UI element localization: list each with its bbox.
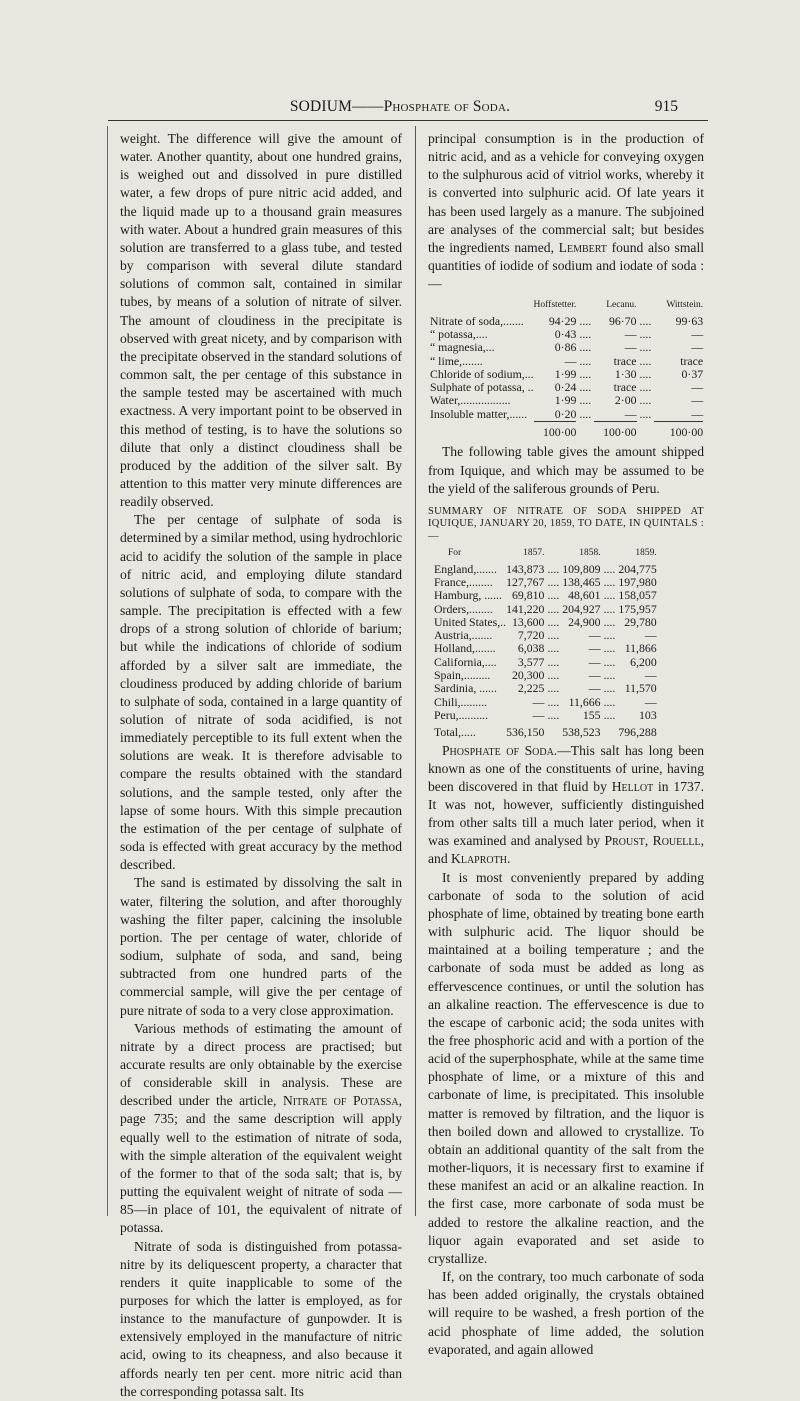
analysis-dots: ....: [579, 327, 592, 341]
shipping-dots: ....: [547, 574, 560, 589]
shipping-value-c: 158,057: [618, 588, 657, 603]
shipping-value-c: 197,980: [618, 574, 657, 589]
analysis-value-c: 0·37: [681, 366, 704, 381]
shipping-value-b: —: [588, 668, 601, 683]
analysis-value-c: trace: [680, 353, 704, 368]
right-paragraph-3-b: in 1737. It was not, however, sufficiently distinguished from other salts till a much later period, when it was examined and analysed by: [428, 778, 704, 849]
shipping-value-a: 143,873: [506, 561, 545, 576]
shipping-value-c: 6,200: [630, 654, 657, 669]
shipping-label: Spain,.........: [434, 668, 491, 683]
right-paragraph-1-text: principal consumption is in the production of nitric acid, and as a vehicle for conveying oxygen to the sulphurous acid of vitriol works, whereby it is converted into sulphuric acid. Of late years it has been used largely as a manure. The subjoined are analyses of the commercial salt; but besides the ingredients named,: [428, 131, 704, 255]
shipping-dots: ....: [603, 681, 616, 696]
shipping-dots: ....: [547, 628, 560, 643]
proust-rouelll-names: Proust, Rouelll,: [604, 833, 704, 849]
analysis-value-a: —: [564, 353, 577, 368]
page-number: 915: [654, 98, 678, 115]
shipping-row: [434, 563, 657, 576]
analysis-row: [430, 328, 703, 341]
analysis-value-b: 2·00: [614, 393, 637, 408]
running-title: [0, 98, 800, 116]
shipping-label: Austria,.......: [434, 628, 493, 643]
left-paragraph-3: The sand is estimated by dissolving the salt in water, filtering the solution, and after thoroughly washing the filter paper, calcining the insoluble portion. The per centage of water, chloride of sodium, sulphate of soda, and sand, being subtracted from one hundred parts of the commercial sample, will give the per centage of pure nitrate of soda to a very close approximation.: [120, 875, 402, 1018]
shipping-dots: ....: [603, 614, 616, 629]
analysis-label: Sulphate of potassa, ..: [430, 380, 534, 395]
shipping-total-a: 536,150: [506, 725, 545, 740]
shipping-value-b: —: [588, 654, 601, 669]
analysis-total-a: 100·00: [534, 422, 577, 440]
right-paragraph-3-a: —This salt has long been known as one of the constituents of urine, having been discovered in that fluid by: [428, 742, 704, 794]
hellot-name: Hellot: [611, 778, 654, 794]
analysis-value-a: 0·43: [554, 327, 577, 341]
shipping-header-1857: 1857.: [523, 548, 545, 559]
shipping-value-a: 141,220: [506, 601, 545, 616]
analysis-value-a: 94·29: [548, 313, 577, 328]
right-paragraph-3-c: and: [428, 851, 452, 867]
analysis-dots: ....: [579, 340, 592, 355]
shipping-row: [434, 709, 657, 722]
analysis-value-b: 96·70: [608, 313, 637, 328]
analysis-value-a: 0·20: [554, 406, 577, 421]
analysis-dots: ....: [639, 407, 652, 422]
analysis-dots: ....: [579, 393, 592, 408]
analysis-value-a: 0·86: [554, 340, 577, 355]
shipping-value-a: —: [532, 707, 545, 722]
analysis-label: “ magnesia,...: [430, 340, 495, 355]
shipping-row: [434, 629, 657, 642]
analysis-value-c: —: [691, 340, 704, 355]
title-dash: ——: [352, 98, 384, 115]
shipping-total-b: 538,523: [562, 725, 601, 740]
analysis-value-c: —: [691, 327, 704, 341]
shipping-header-row: [434, 547, 657, 562]
analysis-row: [430, 355, 703, 368]
analysis-dots: ....: [639, 380, 652, 395]
shipping-row: [434, 576, 657, 589]
analysis-label: Chloride of sodium,...: [430, 366, 534, 381]
analysis-total-row: [430, 422, 703, 440]
shipping-dots: ....: [603, 707, 616, 722]
shipping-value-a: 6,038: [517, 641, 545, 656]
analysis-dots: ....: [639, 393, 652, 408]
shipping-value-a: 13,600: [511, 614, 545, 629]
right-paragraph-1: [428, 130, 704, 293]
analysis-table: [430, 299, 703, 439]
analysis-total-b: 100·00: [594, 422, 636, 440]
analysis-value-a: 1·99: [554, 393, 577, 408]
analysis-dots: ....: [579, 353, 592, 368]
left-paragraph-4: [120, 1020, 402, 1238]
shipping-dots: ....: [547, 694, 560, 709]
shipping-dots: ....: [547, 707, 560, 722]
header-rule: [108, 120, 708, 121]
shipping-dots: ....: [603, 561, 616, 576]
shipping-value-b: —: [588, 641, 601, 656]
analysis-value-b: —: [624, 327, 637, 341]
shipping-value-c: 11,866: [624, 641, 657, 656]
shipping-dots: ....: [603, 574, 616, 589]
analysis-label: “ lime,.......: [430, 353, 483, 368]
shipping-total-label: Total,.....: [434, 725, 476, 740]
column-divider: [415, 126, 416, 1216]
analysis-row: [430, 408, 703, 422]
shipping-dots: ....: [547, 641, 560, 656]
analysis-value-c: —: [691, 406, 704, 421]
shipping-label: California,....: [434, 654, 497, 669]
klaproth-name: Klaproth.: [451, 851, 511, 867]
analysis-dots: ....: [639, 366, 652, 381]
right-paragraph-1-end: found also small quantities of iodide of sodium and iodate of soda :—: [428, 239, 704, 292]
shipping-row: [434, 682, 657, 695]
shipping-value-a: 3,577: [517, 654, 545, 669]
shipping-value-c: 175,957: [618, 601, 657, 616]
phosphate-of-soda-heading: Phosphate of Soda.: [442, 742, 558, 758]
title-sodium: SODIUM: [289, 98, 353, 115]
right-paragraph-5: If, on the contrary, too much carbonate of soda has been added originally, the crystals obtained will require to be washed, a fresh portion of the acid phosphate of lime added, the solution evaporated, and again allowed: [428, 1269, 704, 1357]
shipping-value-b: 48,601: [568, 588, 601, 603]
shipping-row: [434, 669, 657, 682]
analysis-dots: ....: [639, 313, 652, 328]
analysis-value-b: —: [624, 406, 637, 421]
analysis-row: [430, 381, 703, 394]
shipping-dots: ....: [603, 694, 616, 709]
left-margin-line: [107, 126, 109, 1216]
analysis-dots: ....: [639, 353, 652, 368]
shipping-table: [434, 547, 657, 739]
left-column: [120, 130, 402, 1401]
shipping-total-c: 796,288: [618, 725, 657, 740]
shipping-dots: ....: [603, 654, 616, 669]
shipping-label: Chili,.........: [434, 694, 488, 709]
analysis-value-b: 1·30: [614, 366, 637, 381]
shipping-label: Orders,........: [434, 601, 493, 616]
analysis-total-c: 100·00: [654, 422, 703, 440]
shipping-value-c: 103: [639, 707, 657, 722]
shipping-value-b: 24,900: [568, 614, 601, 629]
analysis-dots: ....: [579, 380, 592, 395]
analysis-value-b: trace: [613, 380, 637, 395]
analysis-row: [430, 315, 703, 328]
analysis-value-b: trace: [613, 353, 637, 368]
shipping-row: [434, 616, 657, 629]
shipping-value-c: —: [644, 694, 657, 709]
shipping-dots: ....: [547, 588, 560, 603]
shipping-value-a: —: [532, 694, 545, 709]
shipping-dots: ....: [603, 601, 616, 616]
shipping-value-c: 204,775: [618, 561, 657, 576]
shipping-table-caption: SUMMARY OF NITRATE OF SODA SHIPPED AT IQUIQUE, JANUARY 20, 1859, TO DATE, IN QUINTALS :—: [428, 505, 704, 542]
left-paragraph-4-text: Various methods of estimating the amount of nitrate by a direct process are practised; but accurate results are only obtainable by the exercise of considerable skill in analysis. These are described under the article,: [120, 1020, 402, 1109]
right-paragraph-2: The following table gives the amount shipped from Iquique, and which may be assumed to be the yield of the saliferous grounds of Peru.: [428, 444, 704, 496]
shipping-dots: ....: [603, 628, 616, 643]
shipping-row: [434, 642, 657, 655]
analysis-dots: ....: [579, 366, 592, 381]
analysis-dots: ....: [639, 327, 652, 341]
analysis-label: “ potassa,....: [430, 327, 488, 341]
shipping-value-b: —: [588, 681, 601, 696]
analysis-value-b: —: [624, 340, 637, 355]
shipping-dots: ....: [603, 588, 616, 603]
analysis-row: [430, 368, 703, 381]
analysis-dots: ....: [579, 407, 592, 422]
analysis-row: [430, 341, 703, 354]
right-column: [428, 130, 704, 1359]
analysis-label: Nitrate of soda,.......: [430, 313, 524, 328]
analysis-row: [430, 394, 703, 407]
shipping-value-a: 2,225: [517, 681, 545, 696]
shipping-header-1859: 1859.: [635, 548, 657, 559]
shipping-label: Holland,.......: [434, 641, 496, 656]
right-paragraph-3: [428, 742, 704, 869]
lembert-name: Lembert: [558, 239, 607, 255]
shipping-row: [434, 696, 657, 709]
analysis-value-c: —: [691, 393, 704, 408]
left-paragraph-4-rest: page 735; and the same description will apply equally well to the estimation of nitrate of soda, with the simple alteration of the equivalent weight of the former to that of the soda salt; that is, by putting the equivalent weight of nitrate of soda —85—in place of 101, the equivalent of nitrate of potassa.: [120, 1111, 402, 1236]
analysis-header-hoffstetter: Hoffstetter.: [533, 300, 577, 311]
analysis-dots: ....: [579, 313, 592, 328]
analysis-label: Insoluble matter,......: [430, 407, 528, 422]
shipping-label: Sardinia, ......: [434, 681, 497, 696]
analysis-header-lecanu: Lecanu.: [606, 300, 637, 311]
shipping-value-a: 127,767: [506, 574, 545, 589]
shipping-dots: ....: [547, 601, 560, 616]
shipping-header-for: For: [448, 548, 462, 559]
shipping-value-b: 138,465: [562, 574, 601, 589]
analysis-value-c: —: [691, 380, 704, 395]
left-paragraph-1: weight. The difference will give the amount of water. Another quantity, about one hundred grains, is weighed out and dissolved in pure distilled water, a few drops of pure nitric acid added, and the liquid made up to a thousand grain measures with water. About a hundred grain measures of this solution are transferred to a glass tube, and tested by comparison with several dilute standard solutions of common salt, contained in similar tubes, by means of a solution of nitrate of silver. The amount of cloudiness in the precipitate is observed with great nicety, and by comparison with the precipitate observed in the standard solutions of common salt, the per centage of this substance in the sample tested may be ascertained with much exactness. A very important point to be observed in this method of testing, is to have the solutions so dilute that only a distinct cloudiness shall be produced by the addition of the silver salt. By attention to this matter very minute differences are readily observed.: [120, 131, 402, 510]
analysis-header-row: [430, 299, 703, 314]
analysis-value-a: 0·24: [554, 380, 577, 395]
shipping-header-1858: 1858.: [579, 548, 601, 559]
shipping-row: [434, 656, 657, 669]
shipping-row: [434, 603, 657, 616]
shipping-label: United States,..: [434, 614, 507, 629]
shipping-label: Peru,..........: [434, 707, 489, 722]
running-header: [0, 96, 800, 124]
shipping-value-c: 11,570: [624, 681, 657, 696]
shipping-value-b: 204,927: [562, 601, 601, 616]
shipping-dots: ....: [547, 561, 560, 576]
right-paragraph-4: It is most conveniently prepared by adding carbonate of soda to the solution of acid phosphate of lime, obtained by treating bone earth with sulphuric acid. The liquor should be maintained at a boiling temperature ; and the carbonate of soda must be added as long as effervescence continues, or until the solution has an alkaline reaction. The effervescence is due to the escape of carbonic acid; the soda unites with the free phosphoric acid and with a portion of the acid of the superphosphate, while at the same time phosphate of lime, or a mixture of this and carbonate of lime, is precipitated. This insoluble matter is removed by filtration, and the liquor is then boiled down and allowed to crystallize. To obtain an additional quantity of the salt from the mother-liquors, it is necessary first to examine if these manifest an acid or an alkaline reaction. In the first case, more carbonate of soda must be added to restore the alkaline reaction, and the liquor again evaporated and set aside to crystallize.: [428, 869, 704, 1266]
nitrate-of-potassa-ref: Nitrate of Potassa,: [282, 1093, 402, 1109]
shipping-value-a: 20,300: [511, 668, 545, 683]
analysis-value-c: 99·63: [675, 313, 704, 328]
shipping-value-c: —: [644, 668, 657, 683]
shipping-row: [434, 589, 657, 602]
shipping-dots: ....: [603, 641, 616, 656]
shipping-total-row: [434, 722, 657, 739]
title-phosphate: Phosphate of Soda.: [383, 98, 511, 115]
shipping-value-b: 109,809: [562, 561, 601, 576]
shipping-dots: ....: [603, 668, 616, 683]
shipping-label: France,........: [434, 574, 493, 589]
analysis-label: Water,.................: [430, 393, 511, 408]
shipping-label: England,.......: [434, 561, 497, 576]
shipping-dots: ....: [547, 654, 560, 669]
shipping-dots: ....: [547, 614, 560, 629]
analysis-header-wittstein: Wittstein.: [666, 300, 704, 311]
shipping-label: Hamburg, ......: [434, 588, 502, 603]
shipping-value-b: 11,666: [568, 694, 601, 709]
shipping-value-c: —: [644, 628, 657, 643]
shipping-dots: ....: [547, 668, 560, 683]
left-paragraph-5: Nitrate of soda is distinguished from potassa-nitre by its deliquescent property, a character that renders it quite inapplicable to some of the purposes for which the latter is employed, as for instance to the manufacture of gunpowder. It is extensively employed in the manufacture of nitric acid, owing to its cheapness, and also because it affords nearly ten per cent. more nitric acid than the corresponding potassa salt. Its: [120, 1238, 402, 1399]
shipping-value-a: 69,810: [511, 588, 545, 603]
left-paragraph-2: The per centage of sulphate of soda is determined by a similar method, using hydrochloric acid to acidify the solution of the sample in place of nitric acid, and employing dilute standard solutions of sulphate of soda, to compare with the sample. The precipitation is effected with a few drops of a strong solution of chloride of barium; but while the indications of chloride of sodium afforded by a silver salt are immediate, the cloudiness produced by adding chloride of barium to sulphate of soda, contained in a large quantity of solution of nitrate of soda acidified, is not immediately perceptible to its full extent when the solutions are weak. It is therefore advisable to compare the results obtained with the standard solutions, and the sample tested, only after the lapse of some hours. With this simple precaution the estimation of the per centage of sulphate of soda is effected with great accuracy by the method described.: [120, 512, 403, 873]
shipping-value-b: —: [588, 628, 601, 643]
shipping-value-a: 7,720: [517, 628, 545, 643]
analysis-dots: ....: [639, 340, 652, 355]
shipping-dots: ....: [547, 681, 560, 696]
shipping-value-b: 155: [582, 707, 601, 722]
shipping-value-c: 29,780: [624, 614, 657, 629]
analysis-value-a: 1·99: [554, 366, 577, 381]
